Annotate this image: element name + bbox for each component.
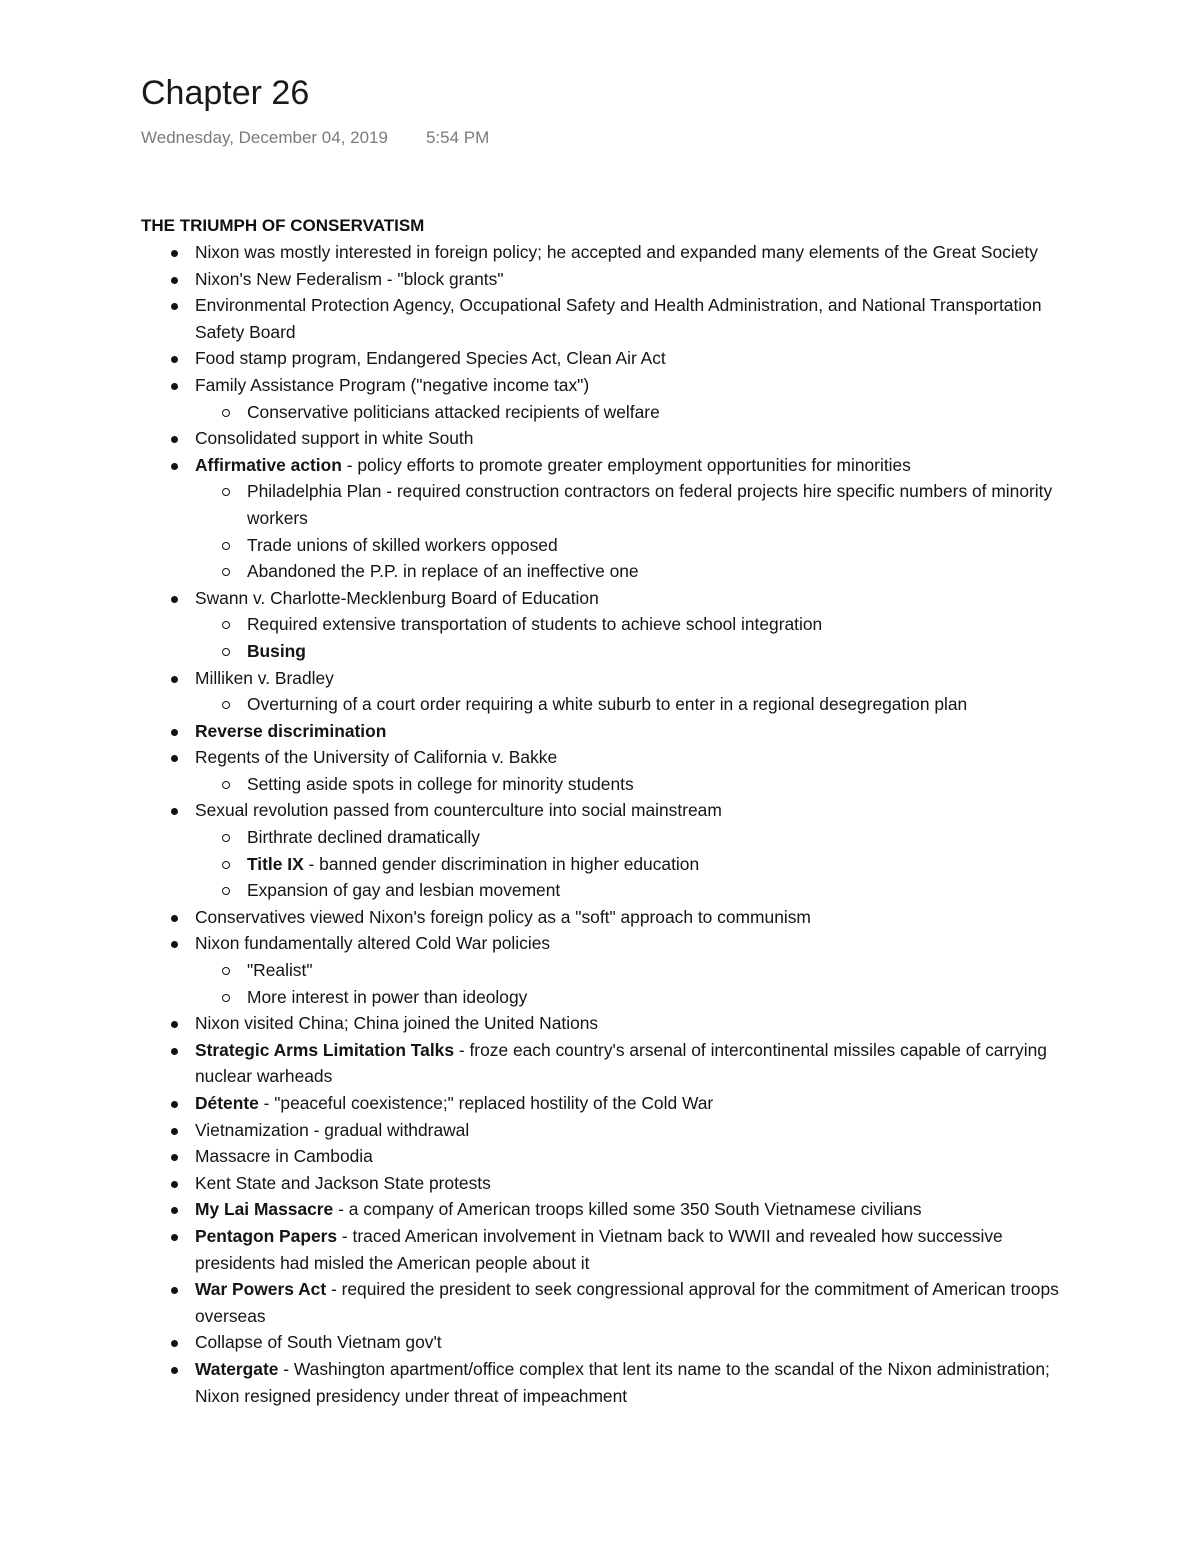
item-text: More interest in power than ideology <box>247 986 528 1007</box>
sub-list-item <box>141 532 1061 559</box>
sub-list-item <box>141 691 1061 718</box>
key-term: Title IX <box>247 853 304 874</box>
list-item <box>141 718 1061 745</box>
sub-list-item <box>141 478 1061 531</box>
page-time: 5:54 PM <box>425 128 490 147</box>
list-item <box>141 1356 1061 1409</box>
item-text: - "peaceful coexistence;" replaced hostility of the Cold War <box>258 1093 714 1113</box>
item-text: - froze each country's arsenal of intercontinental missiles capable of carrying nuclear warheads <box>195 1039 1047 1087</box>
item-text: Consolidated support in white South <box>195 428 474 449</box>
item-text: Overturning of a court order requiring a white suburb to enter in a regional desegregation plan <box>247 694 968 715</box>
sub-list-item <box>141 877 1061 904</box>
item-text: - a company of American troops killed some 350 South Vietnamese civilians <box>333 1199 922 1220</box>
item-text: - Washington apartment/office complex that lent its name to the scandal of the Nixon administration; Nixon resigned presidency under threat of impeachment <box>195 1358 1050 1406</box>
item-text: - banned gender discrimination in higher education <box>303 853 700 874</box>
sub-list-item <box>141 957 1061 984</box>
notes-outline <box>141 239 1061 1409</box>
list-item <box>141 585 1061 612</box>
item-text: Sexual revolution passed from counterculture into social mainstream <box>195 800 722 821</box>
page-date: Wednesday, December 04, 2019 <box>141 128 388 147</box>
key-term: War Powers Act <box>195 1279 327 1300</box>
key-term: Affirmative action <box>195 454 342 475</box>
list-item <box>141 1117 1061 1144</box>
item-text: Swann v. Charlotte-Mecklenburg Board of Education <box>195 587 599 608</box>
list-item <box>141 665 1061 692</box>
item-text: Philadelphia Plan - required construction contractors on federal projects hire specific numbers of minority workers <box>247 481 1053 528</box>
sub-list-item <box>141 824 1061 851</box>
item-text: Family Assistance Program ("negative income tax") <box>195 374 590 395</box>
list-item <box>141 797 1061 824</box>
list-item <box>141 930 1061 957</box>
list-item <box>141 1170 1061 1197</box>
list-item <box>141 744 1061 771</box>
list-item <box>141 1143 1061 1170</box>
list-item <box>141 1010 1061 1037</box>
item-text: Expansion of gay and lesbian movement <box>247 880 561 901</box>
item-text: Nixon was mostly interested in foreign policy; he accepted and expanded many elements of the Great Society <box>195 242 1038 262</box>
sub-list-item <box>141 638 1061 665</box>
item-text: - policy efforts to promote greater employment opportunities for minorities <box>341 454 911 475</box>
key-term: Busing <box>247 640 306 661</box>
item-text: Nixon's New Federalism - "block grants" <box>195 268 504 289</box>
page-timestamp <box>141 128 489 148</box>
item-text: Milliken v. Bradley <box>195 667 334 688</box>
list-item <box>141 904 1061 931</box>
item-text: Trade unions of skilled workers opposed <box>247 534 558 555</box>
sub-list-item <box>141 851 1061 878</box>
section-heading: THE TRIUMPH OF CONSERVATISM <box>141 216 425 235</box>
sub-list-item <box>141 771 1061 798</box>
item-text: Birthrate declined dramatically <box>247 827 480 848</box>
item-text: Collapse of South Vietnam gov't <box>195 1332 442 1353</box>
list-item <box>141 239 1061 266</box>
list-item <box>141 1223 1061 1276</box>
item-text: Kent State and Jackson State protests <box>195 1172 491 1193</box>
item-text: "Realist" <box>247 960 313 981</box>
key-term: Reverse discrimination <box>195 720 387 741</box>
list-item <box>141 372 1061 399</box>
item-text: - required the president to seek congressional approval for the commitment of American troops overseas <box>195 1279 1059 1326</box>
page-title: Chapter 26 <box>141 74 310 112</box>
list-item <box>141 452 1061 479</box>
sub-list-item <box>141 399 1061 426</box>
list-item <box>141 292 1061 345</box>
item-text: Nixon fundamentally altered Cold War policies <box>195 933 551 954</box>
item-text: Massacre in Cambodia <box>195 1146 373 1167</box>
item-text: Required extensive transportation of students to achieve school integration <box>247 614 823 635</box>
item-text: Food stamp program, Endangered Species Act, Clean Air Act <box>195 348 666 369</box>
list-item <box>141 266 1061 293</box>
key-term: My Lai Massacre <box>195 1199 334 1220</box>
item-text: Nixon visited China; China joined the United Nations <box>195 1013 599 1034</box>
key-term: Watergate <box>195 1358 279 1379</box>
list-item <box>141 1090 1061 1117</box>
list-item <box>141 1196 1061 1223</box>
key-term: Strategic Arms Limitation Talks <box>195 1039 454 1060</box>
item-text: Regents of the University of California v. Bakke <box>195 747 558 768</box>
item-text: Environmental Protection Agency, Occupational Safety and Health Administration, and National Transportation Safety Board <box>195 295 1042 342</box>
key-term: Pentagon Papers <box>195 1225 338 1246</box>
list-item <box>141 345 1061 372</box>
list-item <box>141 1276 1061 1329</box>
item-text: Conservatives viewed Nixon's foreign policy as a "soft" approach to communism <box>195 906 811 927</box>
item-text: Abandoned the P.P. in replace of an ineffective one <box>247 561 639 582</box>
item-text: Setting aside spots in college for minority students <box>247 773 634 794</box>
item-text: Vietnamization - gradual withdrawal <box>195 1119 470 1140</box>
item-text: - traced American involvement in Vietnam back to WWII and revealed how successive presidents had misled the American people about it <box>195 1225 1003 1273</box>
list-item <box>141 425 1061 452</box>
list-item <box>141 1037 1061 1090</box>
item-text: Conservative politicians attacked recipients of welfare <box>247 401 660 422</box>
list-item <box>141 1329 1061 1356</box>
key-term: Détente <box>195 1093 259 1113</box>
sub-list-item <box>141 558 1061 585</box>
sub-list-item <box>141 611 1061 638</box>
sub-list-item <box>141 984 1061 1011</box>
